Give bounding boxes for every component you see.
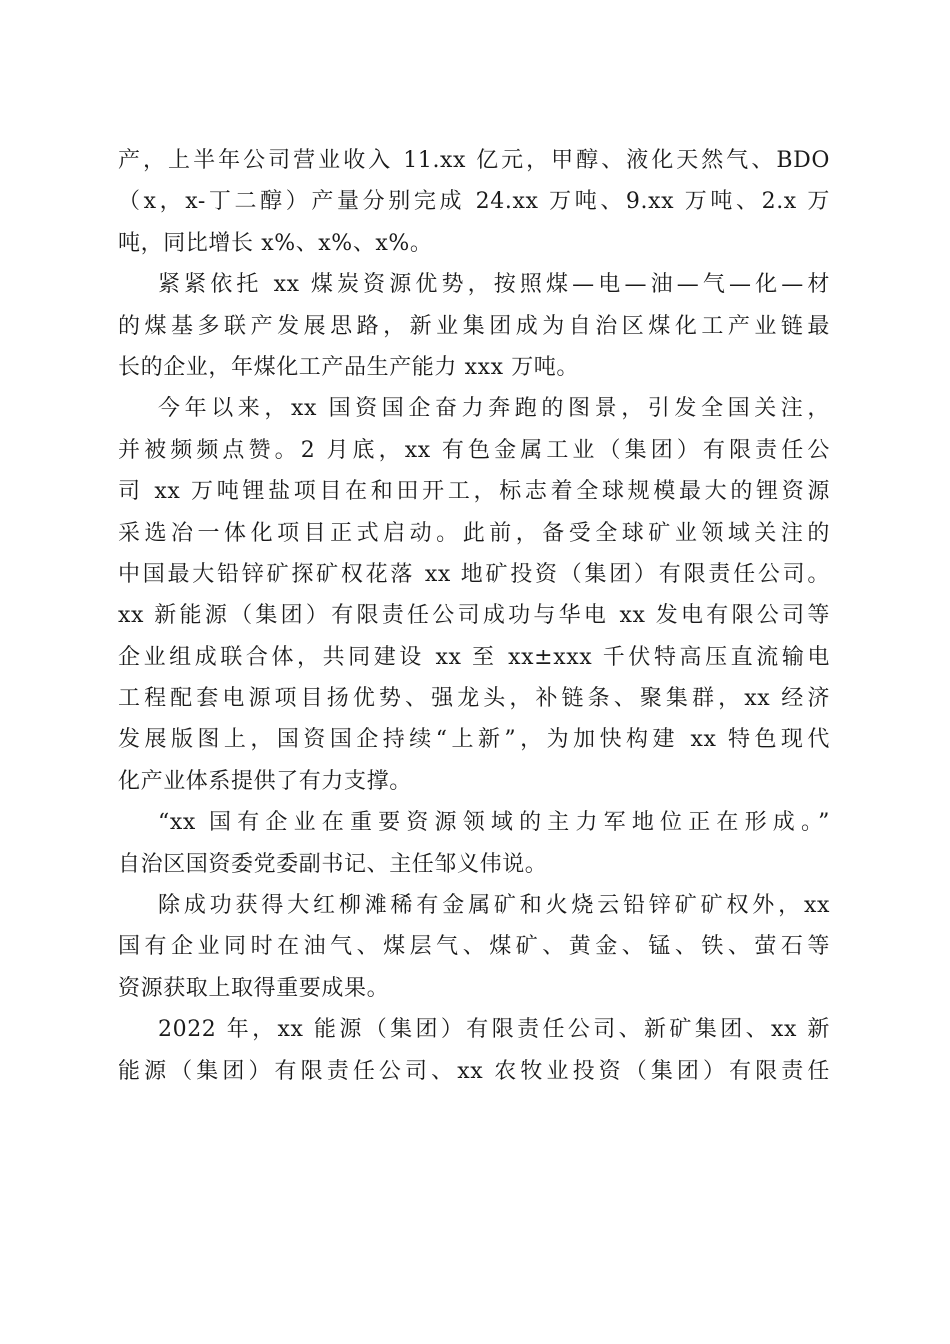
- text-line: 国有企业同时在油气、煤层气、煤矿、黄金、锰、铁、萤石等: [118, 934, 830, 960]
- paragraph-5: [118, 885, 830, 1009]
- paragraph-3: [118, 388, 830, 802]
- text-line: “xx 国有企业在重要资源领域的主力军地位正在形成。”: [158, 810, 830, 836]
- text-line: 长的企业，年煤化工产品生产能力 xxx 万吨。: [118, 354, 580, 380]
- text-line: 吨，同比增长 x%、x%、x%。: [118, 230, 433, 256]
- text-line: 企业组成联合体，共同建设 xx 至 xx±xxx 千伏特高压直流输电: [118, 644, 830, 670]
- text-line: xx 新能源（集团）有限责任公司成功与华电 xx 发电有限公司等: [118, 603, 830, 629]
- text-line: 中国最大铅锌矿探矿权花落 xx 地矿投资（集团）有限责任公司。: [118, 561, 830, 587]
- text-line: 自治区国资委党委副书记、主任邹义伟说。: [118, 851, 548, 877]
- paragraph-2: [118, 264, 830, 388]
- text-line: 并被频频点赞。2 月底，xx 有色金属工业（集团）有限责任公: [118, 437, 830, 463]
- text-line: 发展版图上，国资国企持续“上新”，为加快构建 xx 特色现代: [118, 727, 830, 753]
- document-page: [118, 140, 830, 1092]
- text-line: 紧紧依托 xx 煤炭资源优势，按照煤—电—油—气—化—材: [158, 272, 830, 298]
- text-line: 采选冶一体化项目正式启动。此前，备受全球矿业领域关注的: [118, 520, 830, 546]
- text-line: 的煤基多联产发展思路，新业集团成为自治区煤化工产业链最: [118, 313, 830, 339]
- paragraph-1: [118, 140, 830, 264]
- paragraph-4: [118, 802, 830, 885]
- text-line: 司 xx 万吨锂盐项目在和田开工，标志着全球规模最大的锂资源: [118, 479, 830, 505]
- text-line: （x，x-丁二醇）产量分别完成 24.xx 万吨、9.xx 万吨、2.x 万: [118, 189, 830, 215]
- text-line: 除成功获得大红柳滩稀有金属矿和火烧云铅锌矿矿权外，xx: [158, 893, 830, 919]
- text-line: 2022 年，xx 能源（集团）有限责任公司、新矿集团、xx 新: [158, 1017, 830, 1043]
- text-line: 产，上半年公司营业收入 11.xx 亿元，甲醇、液化天然气、BDO: [118, 148, 830, 173]
- text-line: 资源获取上取得重要成果。: [118, 975, 390, 1001]
- paragraph-6: [118, 1009, 830, 1092]
- text-line: 化产业体系提供了有力支撑。: [118, 768, 412, 794]
- text-line: 今年以来，xx 国资国企奋力奔跑的图景，引发全国关注，: [158, 396, 830, 422]
- text-line: 工程配套电源项目扬优势、强龙头，补链条、聚集群，xx 经济: [118, 686, 830, 712]
- text-line: 能源（集团）有限责任公司、xx 农牧业投资（集团）有限责任: [118, 1058, 830, 1084]
